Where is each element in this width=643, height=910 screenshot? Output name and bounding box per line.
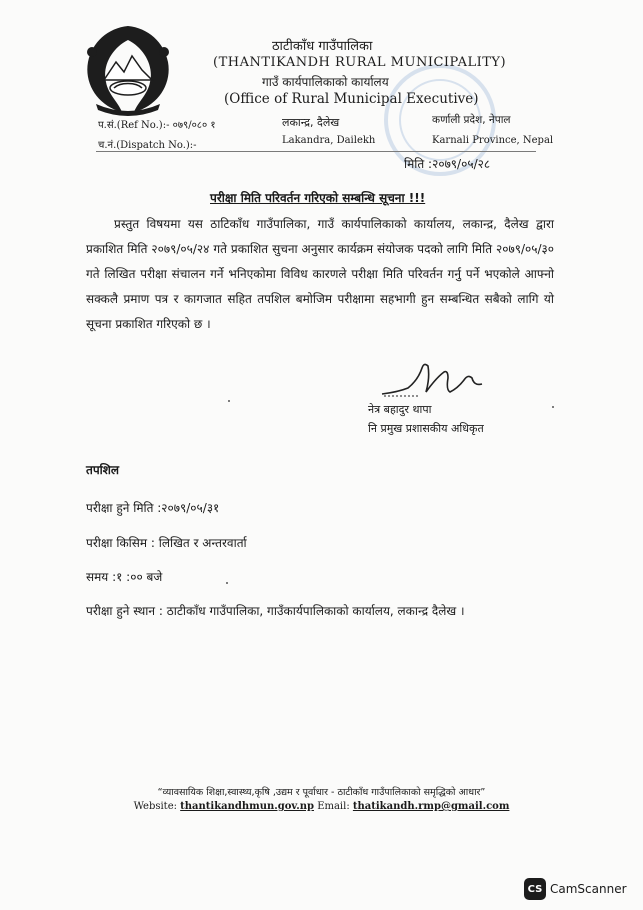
- signatory-name: नेत्र बहादुर थापा: [368, 403, 432, 416]
- letter-date: मिति :२०७९/०५/२८: [404, 157, 491, 171]
- reference-number: प.सं.(Ref No.):- ०७९/०८० १: [98, 120, 216, 131]
- signature-icon: [378, 358, 488, 400]
- camscanner-logo-icon: CS: [524, 878, 546, 900]
- exam-venue-row: परीक्षा हुने स्थान : ठाटीकाँध गाउँपालिका, गाउँकार्यपालिकाको कार्यालय, लकान्द्र दैलेख ।: [86, 604, 465, 618]
- camscanner-label: CamScanner: [550, 882, 627, 896]
- location-en: Lakandra, Dailekh: [282, 135, 376, 146]
- website-link[interactable]: thantikandhmun.gov.np: [180, 801, 314, 812]
- province-en: Karnali Province, Nepal: [432, 135, 554, 146]
- scan-speck: [226, 582, 228, 584]
- signatory-title: नि प्रमुख प्रशासकीय अधिकृत: [368, 422, 484, 435]
- scan-speck: [228, 400, 230, 402]
- location-np: लकान्द्र, दैलेख: [282, 116, 340, 129]
- header-divider: [96, 151, 536, 152]
- footer-contact: [0, 801, 643, 812]
- office-name-en: (Office of Rural Municipal Executive): [224, 91, 479, 107]
- notice-body: [86, 212, 554, 337]
- footer-motto: “व्यावसायिक शिक्षा,स्वास्थ्य,कृषि ,उद्यम र पूर्वाधार - ठाटीकाँध गाउँपालिकाको समृद्धिको आधार”: [157, 787, 486, 798]
- camscanner-watermark: [524, 878, 627, 900]
- email-link[interactable]: thatikandh.rmp@gmail.com: [352, 801, 510, 812]
- province-np: कर्णाली प्रदेश, नेपाल: [432, 114, 511, 126]
- schedule-heading: तपशिल: [86, 463, 120, 477]
- nepal-emblem-icon: [78, 22, 178, 116]
- municipality-name-np: ठाटीकाँध गाउँपालिका: [272, 39, 373, 54]
- exam-type-row: परीक्षा किसिम : लिखित र अन्तरवार्ता: [86, 536, 247, 550]
- exam-date-row: परीक्षा हुने मिति :२०७९/०५/३१: [86, 501, 220, 515]
- office-name-np: गाउँ कार्यपालिकाको कार्यालय: [262, 75, 389, 89]
- municipality-name-en: (THANTIKANDH RURAL MUNICIPALITY): [213, 55, 507, 70]
- notice-body-paragraph: प्रस्तुत विषयमा यस ठाटिकाँध गाउँपालिका, गाउँ कार्यपालिकाको कार्यालय, लकान्द्र, दैलेख द्वारा प्रकाशित मिति २०७९/०५/२४ गते प्रकाशित सुचना अनुसार कार्यक्रम संयोजक पदको लागि मिति २०७९/०५/३० गते लिखित परीक्षा संचालन गर्ने भनिएकोमा विविध कारणले परीक्षा मिति परिवर्तन गर्नु पर्ने भएकोले आफ्नो सक्कलै प्रमाण पत्र र कागजात सहित तपशिल बमोजिम परीक्षामा सहभागी हुन सम्बन्धित सबैको लागि यो सूचना प्रकाशित गरिएको छ ।: [86, 217, 554, 331]
- scan-speck: [552, 406, 554, 408]
- exam-time-row: समय :१ :०० बजे: [86, 570, 163, 584]
- email-label: Email:: [317, 801, 350, 812]
- website-label: Website:: [133, 801, 177, 812]
- notice-subject: परीक्षा मिति परिवर्तन गरिएको सम्बन्धि सूचना !!!: [210, 191, 426, 205]
- dispatch-number: च.नं.(Dispatch No.):-: [98, 140, 197, 151]
